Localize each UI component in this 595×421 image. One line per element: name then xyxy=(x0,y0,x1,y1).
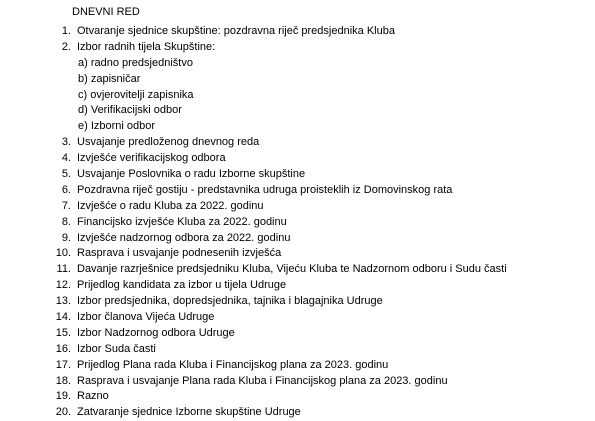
agenda-item xyxy=(0,231,595,247)
agenda-subitem-text: b) zapisničar xyxy=(78,72,141,85)
agenda-item-number: 9. xyxy=(61,231,71,244)
agenda-item-text: Izbor Nadzornog odbora Udruge xyxy=(77,326,235,339)
agenda-item-number: 5. xyxy=(61,168,71,181)
agenda-item-text: Otvaranje sjednice skupštine: pozdravna riječ predsjednika Kluba xyxy=(77,25,395,37)
agenda-item xyxy=(0,215,595,231)
agenda-item xyxy=(0,374,595,390)
agenda-item xyxy=(0,151,595,167)
agenda-item-number: 19. xyxy=(55,390,71,403)
agenda-subitem xyxy=(0,119,595,135)
agenda-item-number: 17. xyxy=(55,358,71,371)
agenda-item-text: Prijedlog Plana rada Kluba i Financijskog plana za 2023. godinu xyxy=(77,358,389,371)
agenda-item xyxy=(0,167,595,183)
agenda-item-text: Usvajanje Poslovnika o radu Izborne skupštine xyxy=(77,168,306,181)
agenda-item xyxy=(0,326,595,342)
agenda-subitem-text: d) Verifikacijski odbor xyxy=(78,104,182,117)
agenda-item xyxy=(0,294,595,310)
agenda-item-text: Izvješće nadzornog odbora za 2022. godinu xyxy=(77,231,291,244)
agenda-item-text: Izbor članova Vijeća Udruge xyxy=(77,311,215,324)
agenda-item-text: Izbor predsjednika, dopredsjednika, tajnika i blagajnika Udruge xyxy=(77,295,383,308)
agenda-item xyxy=(0,183,595,199)
agenda-title: DNEVNI RED xyxy=(72,6,140,18)
agenda-item-text: Razno xyxy=(77,390,109,403)
agenda-item-text: Izvješće o radu Kluba za 2022. godinu xyxy=(77,199,264,212)
agenda-item-text: Financijsko izvješće Kluba za 2022. godinu xyxy=(77,215,287,228)
agenda-item-number: 8. xyxy=(61,215,71,228)
agenda-item-number: 15. xyxy=(55,326,71,339)
agenda-item-text: Zatvaranje sjednice Izborne skupštine Udruge xyxy=(77,406,301,419)
agenda-item xyxy=(0,358,595,374)
agenda-item-text: Izvješće verifikacijskog odbora xyxy=(77,152,226,165)
agenda-subitem xyxy=(0,72,595,88)
agenda-item-text: Pozdravna riječ gostiju - predstavnika udruga proisteklih iz Domovinskog rata xyxy=(77,183,453,196)
agenda-item xyxy=(0,389,595,405)
agenda-item xyxy=(0,278,595,294)
agenda-subitem xyxy=(0,88,595,104)
agenda-item xyxy=(0,342,595,358)
agenda-item-text: Davanje razrješnice predsjedniku Kluba, Vijeću Kluba te Nadzornom odboru i Sudu časti xyxy=(77,263,507,276)
agenda-item-text: Rasprava i usvajanje podnesenih izvješća xyxy=(77,247,282,260)
agenda-item-number: 13. xyxy=(55,295,71,308)
agenda-item-text: Rasprava i usvajanje Plana rada Kluba i Financijskog plana za 2023. godinu xyxy=(77,374,448,387)
agenda-list xyxy=(0,24,595,421)
agenda-item-text: Prijedlog kandidata za izbor u tijela Udruge xyxy=(77,279,287,292)
agenda-subitem-text: e) Izborni odbor xyxy=(78,120,156,133)
agenda-item-number: 12. xyxy=(55,279,71,292)
agenda-item-number: 4. xyxy=(61,152,71,165)
agenda-item-number: 20. xyxy=(55,406,71,419)
agenda-item xyxy=(0,405,595,421)
agenda-subitem xyxy=(0,103,595,119)
agenda-item xyxy=(0,199,595,215)
agenda-item-number: 18. xyxy=(55,374,71,387)
agenda-item-text: Izbor Suda časti xyxy=(77,342,156,355)
agenda-subitem xyxy=(0,56,595,72)
agenda-item-number: 10. xyxy=(55,247,71,260)
agenda-subitem-text: a) radno predsjedništvo xyxy=(78,56,193,69)
agenda-item xyxy=(0,310,595,326)
agenda-item-number: 11. xyxy=(56,263,71,276)
agenda-item-number: 3. xyxy=(61,136,71,149)
agenda-item-number: 7. xyxy=(61,199,71,212)
agenda-item-number: 6. xyxy=(61,183,71,196)
agenda-item-number: 1. xyxy=(61,25,71,37)
agenda-subitem-text: c) ovjerovitelji zapisnika xyxy=(78,88,194,101)
agenda-item xyxy=(0,135,595,151)
agenda-item xyxy=(0,24,595,40)
agenda-item xyxy=(0,40,595,56)
agenda-item-number: 14. xyxy=(55,311,71,324)
agenda-item-text: Usvajanje predloženog dnevnog reda xyxy=(77,136,260,149)
agenda-item xyxy=(0,246,595,262)
agenda-item-number: 2. xyxy=(61,40,71,53)
agenda-item-text: Izbor radnih tijela Skupštine: xyxy=(77,40,216,53)
agenda-item-number: 16. xyxy=(55,342,71,355)
agenda-item xyxy=(0,262,595,278)
